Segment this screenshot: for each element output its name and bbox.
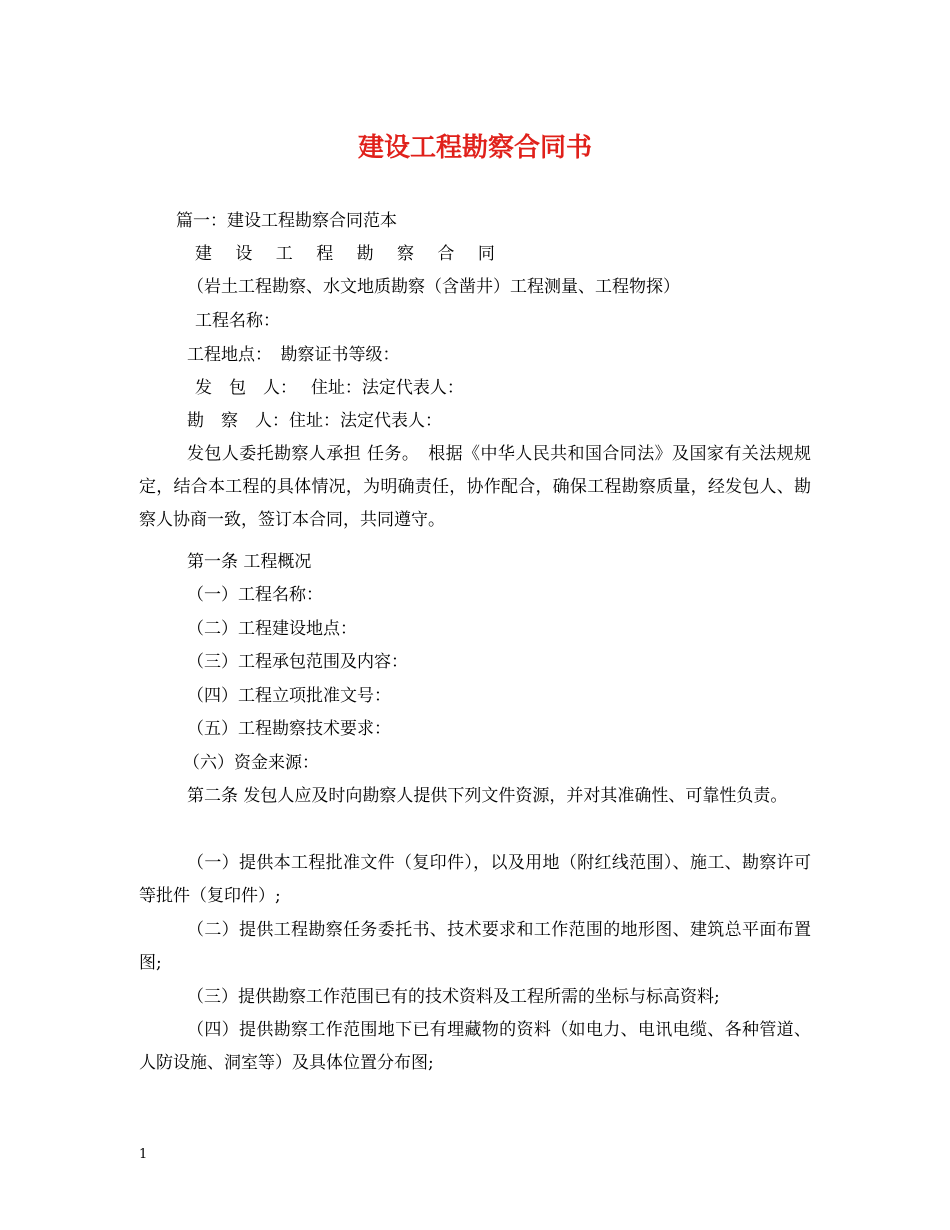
scope-note: （岩土工程勘察、水文地质勘察（含凿井）工程测量、工程物探） <box>187 277 680 297</box>
article1-heading: 第一条 工程概况 <box>187 552 312 572</box>
article1-item: （三）工程承包范围及内容： <box>187 652 408 672</box>
article1-item: （五）工程勘察技术要求： <box>187 719 391 739</box>
contract-title-spaced: 建 设 工 程 勘 察 合 同 <box>195 244 504 264</box>
article2-paragraph: 第二条 发包人应及时向勘察人提供下列文件资源，并对其准确性、可靠性负责。 <box>187 786 788 806</box>
surveyor-line: 勘 察 人：住址：法定代表人： <box>187 411 442 431</box>
project-name-line: 工程名称： <box>195 311 280 331</box>
intro-paragraph: 发包人委托勘察人承担 任务。 根据《中华人民共和国合同法》及国家有关法规规定，结合本工程的具体情况，为明确责任，协作配合，确保工程勘察质量，经发包人、勘察人协商一致，签订本合同，共同遵守。 <box>139 444 811 530</box>
article1-item: （四）工程立项批准文号： <box>187 686 391 706</box>
article2-item: （一）提供本工程批准文件（复印件），以及用地（附红线范围）、施工、勘察许可等批件（复印件）; <box>139 853 811 906</box>
article1-item: （一）工程名称： <box>187 585 323 605</box>
article2-item: （四）提供勘察工作范围地下已有埋藏物的资料（如电力、电讯电缆、各种管道、人防设施、洞室等）及具体位置分布图; <box>139 1020 811 1073</box>
section-heading: 篇一：建设工程勘察合同范本 <box>176 211 397 231</box>
article1-item: （二）工程建设地点： <box>187 619 357 639</box>
employer-line: 发 包 人： 住址：法定代表人： <box>195 378 464 398</box>
article2-item: （二）提供工程勘察任务委托书、技术要求和工作范围的地形图、建筑总平面布置图; <box>139 920 811 973</box>
article2-item: （三）提供勘察工作范围已有的技术资料及工程所需的坐标与标高资料; <box>187 987 720 1007</box>
document-title: 建设工程勘察合同书 <box>357 133 592 163</box>
project-site-line: 工程地点： 勘察证书等级： <box>187 345 400 365</box>
page-number: 1 <box>139 1147 148 1162</box>
article1-item: （六）资金来源： <box>183 753 319 773</box>
